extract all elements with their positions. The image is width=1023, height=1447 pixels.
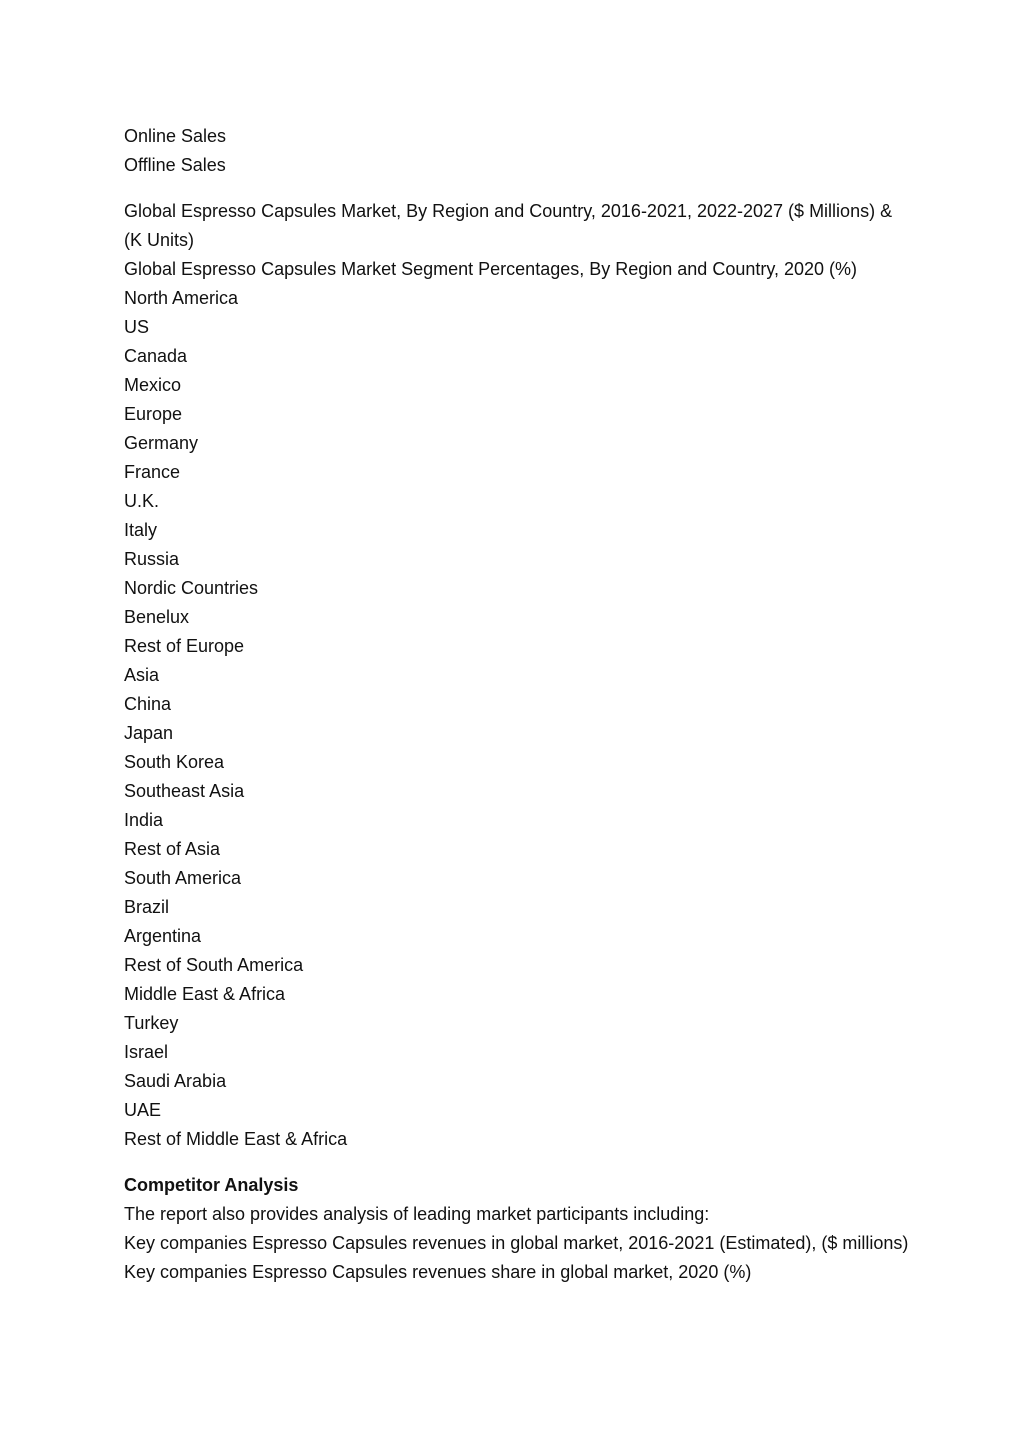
- region-item: North America: [124, 288, 239, 308]
- sales-channel-online: Online Sales: [124, 126, 227, 146]
- region-item: Russia: [124, 549, 180, 569]
- region-item: South America: [124, 868, 242, 888]
- region-item: Southeast Asia: [124, 781, 245, 801]
- competitor-item-2: Key companies Espresso Capsules revenues share in global market, 2020 (%): [124, 1262, 752, 1282]
- region-list: [124, 284, 914, 1154]
- region-heading-2: Global Espresso Capsules Market Segment Percentages, By Region and Country, 2020 (%): [124, 259, 858, 279]
- region-item: China: [124, 694, 172, 714]
- region-item: Nordic Countries: [124, 578, 259, 598]
- region-item: UAE: [124, 1100, 162, 1120]
- region-item: Rest of South America: [124, 955, 304, 975]
- region-item: France: [124, 462, 181, 482]
- competitor-item-1: Key companies Espresso Capsules revenues in global market, 2016-2021 (Estimated), ($ millions): [124, 1233, 909, 1253]
- region-item: U.K.: [124, 491, 160, 511]
- region-item: Turkey: [124, 1013, 179, 1033]
- region-item: Mexico: [124, 375, 182, 395]
- region-item: South Korea: [124, 752, 225, 772]
- spacer: [124, 180, 914, 197]
- region-item: India: [124, 810, 164, 830]
- region-item: Germany: [124, 433, 199, 453]
- competitor-heading: Competitor Analysis: [124, 1175, 299, 1195]
- region-item: Rest of Middle East & Africa: [124, 1129, 348, 1149]
- region-item: Israel: [124, 1042, 169, 1062]
- region-item: Rest of Europe: [124, 636, 245, 656]
- region-item: Italy: [124, 520, 158, 540]
- region-item: Japan: [124, 723, 174, 743]
- competitor-intro: The report also provides analysis of leading market participants including:: [124, 1204, 710, 1224]
- region-item: Europe: [124, 404, 183, 424]
- document-page: [124, 122, 914, 1287]
- region-item: Argentina: [124, 926, 202, 946]
- region-item: Benelux: [124, 607, 190, 627]
- region-item: US: [124, 317, 150, 337]
- region-item: Saudi Arabia: [124, 1071, 227, 1091]
- sales-channel-offline: Offline Sales: [124, 155, 226, 175]
- spacer: [124, 1154, 914, 1171]
- region-item: Rest of Asia: [124, 839, 221, 859]
- region-item: Asia: [124, 665, 160, 685]
- region-item: Brazil: [124, 897, 170, 917]
- region-item: Middle East & Africa: [124, 984, 286, 1004]
- region-item: Canada: [124, 346, 188, 366]
- region-heading-1: Global Espresso Capsules Market, By Region and Country, 2016-2021, 2022-2027 ($ Millions) & (K Units): [124, 201, 893, 250]
